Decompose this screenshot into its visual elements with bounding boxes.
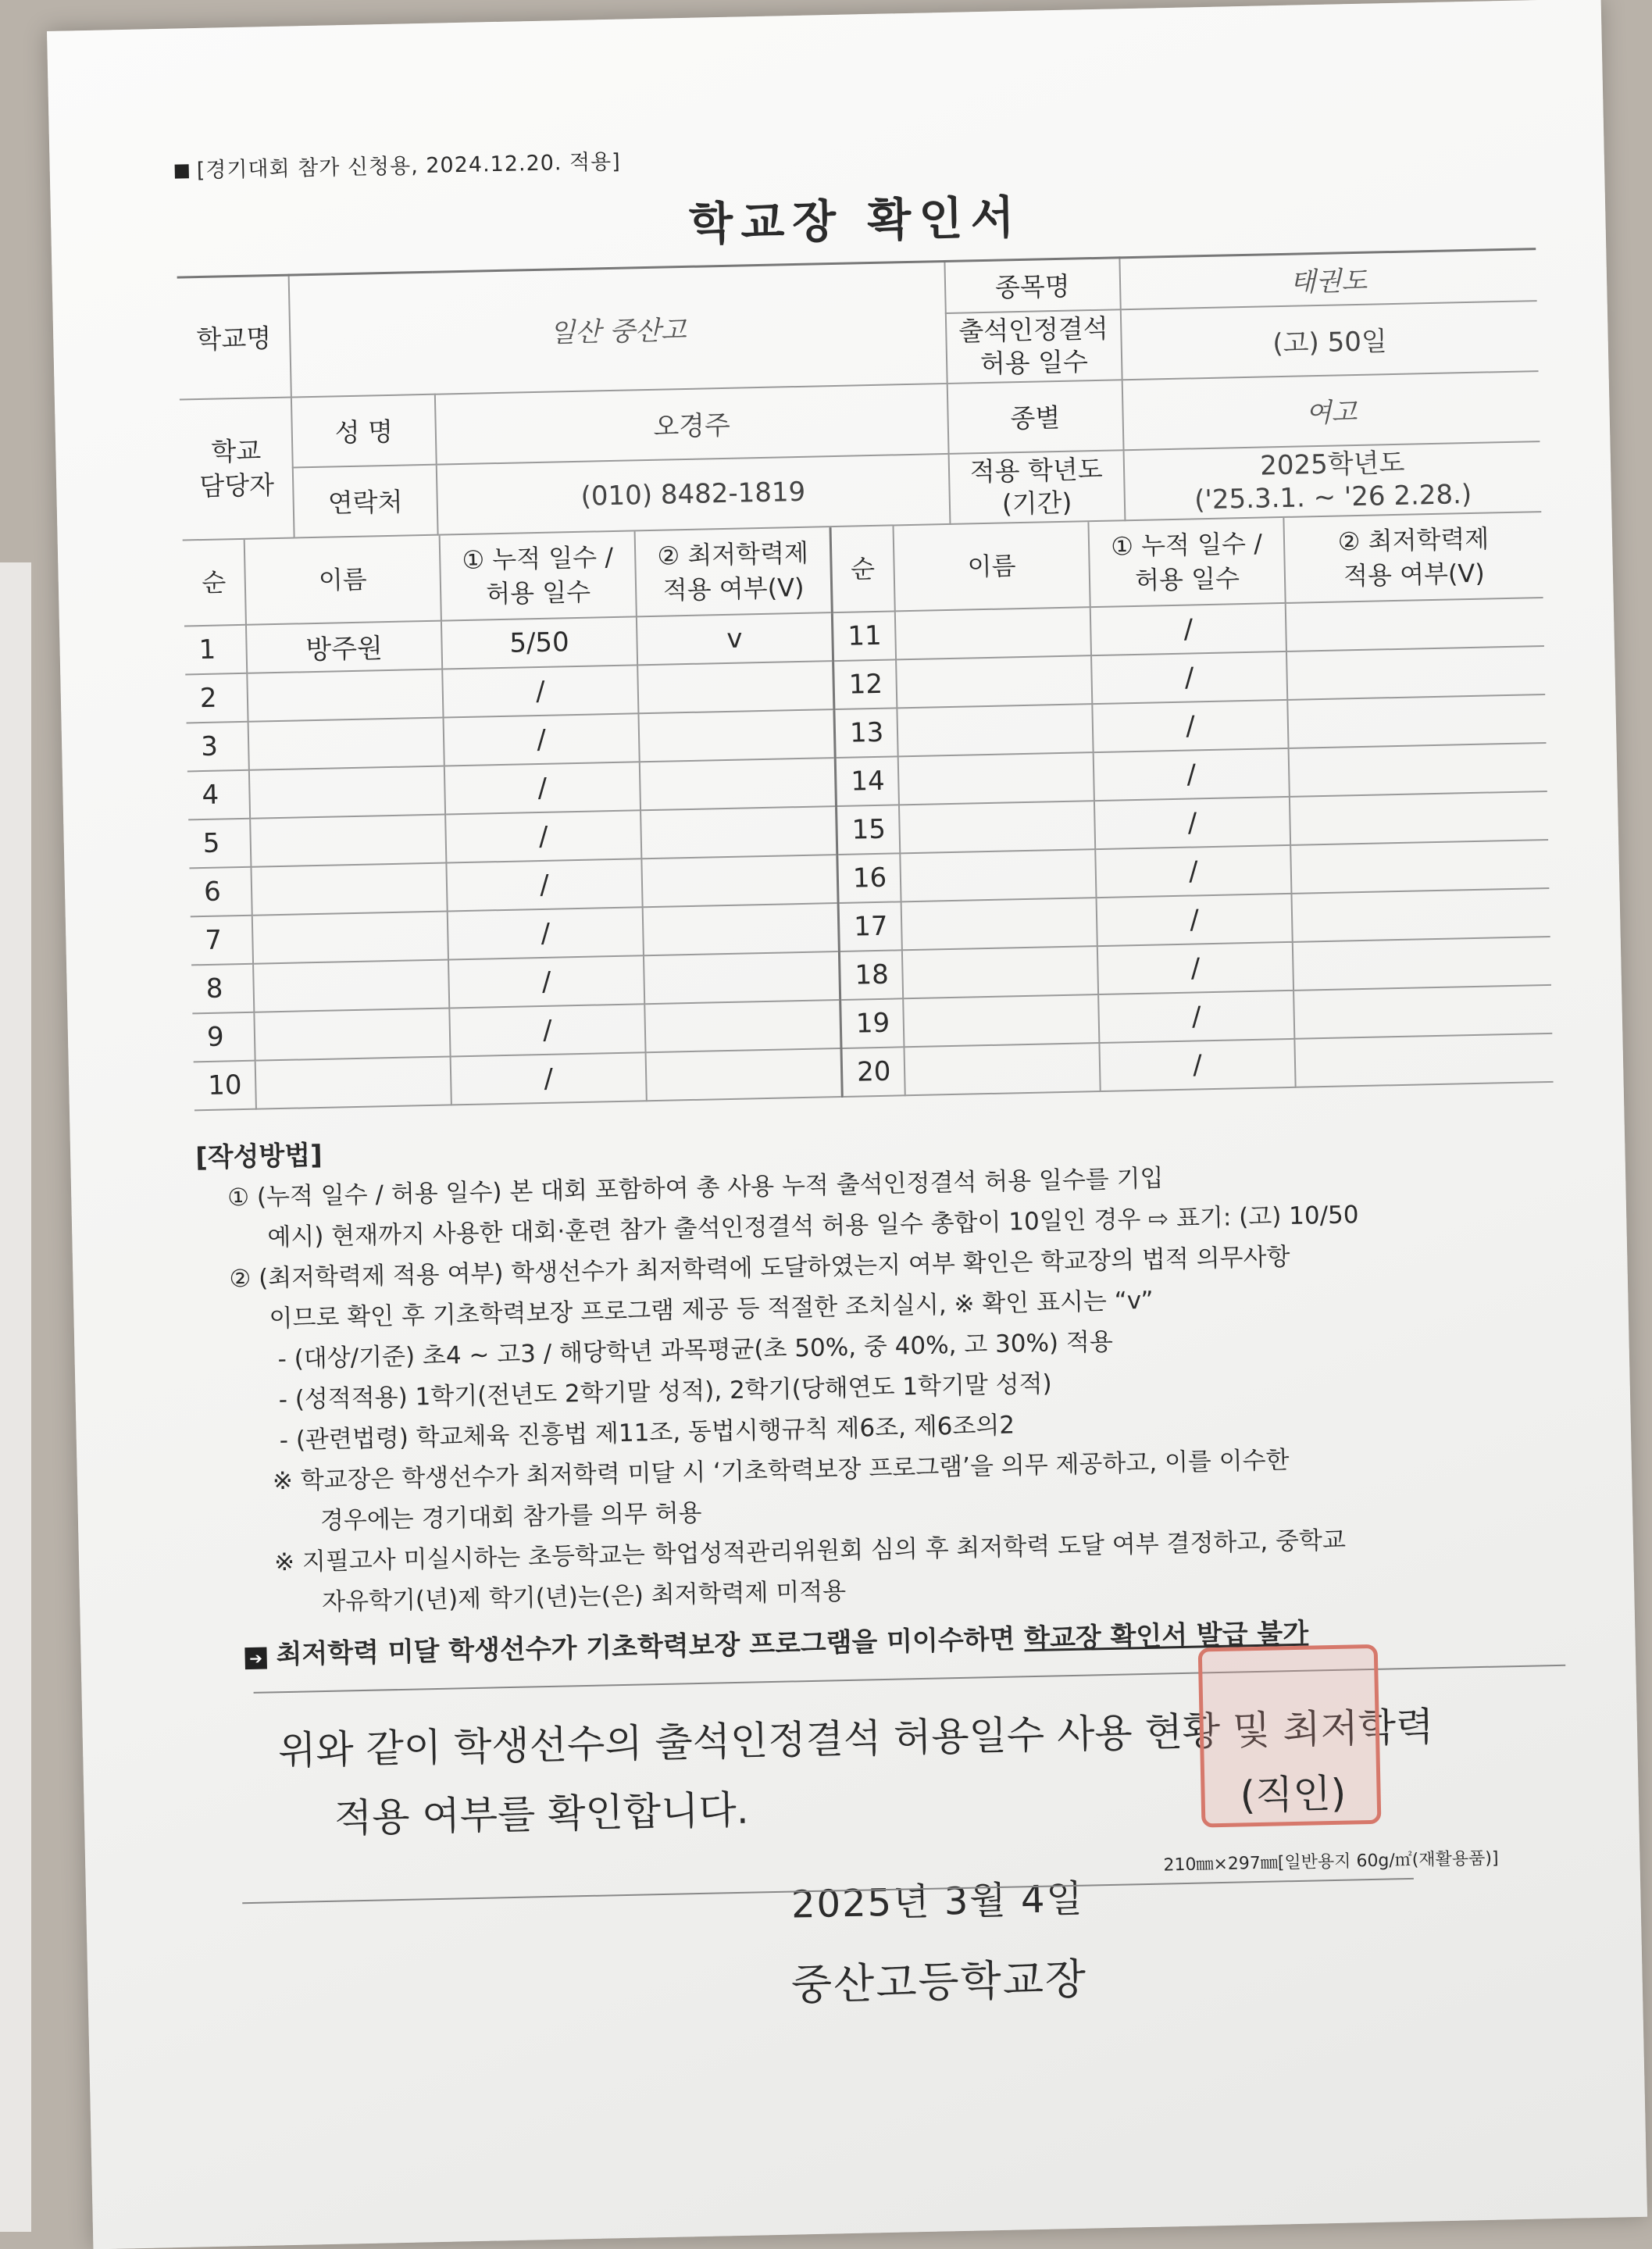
row-num: 6 xyxy=(189,866,252,916)
min-check-cell xyxy=(1286,598,1544,651)
principal-title: 중산고등학교장 xyxy=(790,1954,1088,2010)
instruction-line: 경우에는 경기대회 참가를 의무 허용 xyxy=(319,1498,702,1535)
col-min-right xyxy=(1283,512,1543,603)
min-check-cell xyxy=(646,1048,843,1100)
days-cell: / xyxy=(449,1004,645,1056)
student-name xyxy=(902,946,1098,998)
instructions-heading: [작성방법] xyxy=(194,1139,323,1173)
days-cell: / xyxy=(1098,990,1294,1042)
backdrop-adjacent-page xyxy=(0,562,31,2232)
allowed-days-label xyxy=(946,309,1122,384)
days-cell: 5/50 xyxy=(441,616,637,669)
row-num: 8 xyxy=(191,963,254,1013)
col-days-left xyxy=(440,531,637,620)
days-cell: / xyxy=(442,665,638,717)
manager-label-line1: 학교 xyxy=(211,434,262,467)
student-name xyxy=(255,1056,451,1108)
min-check-cell: v xyxy=(637,612,833,665)
student-name xyxy=(900,849,1096,901)
days-cell: / xyxy=(451,1052,647,1105)
name-value: 오경주 xyxy=(435,383,948,464)
min-check-cell xyxy=(1293,936,1551,990)
instruction-line: 이므로 확인 후 기초학력보장 프로그램 제공 등 적절한 조치실시, ※ 확인 표시는 “v” xyxy=(269,1286,1154,1333)
square-bullet-icon xyxy=(175,164,189,178)
days-cell: / xyxy=(444,713,640,766)
col-min-left xyxy=(635,527,833,616)
allowed-days-label-line2: 허용 일수 xyxy=(979,345,1089,379)
days-cell: / xyxy=(1090,602,1286,655)
col-num-left: 순 xyxy=(183,539,246,626)
row-num: 12 xyxy=(833,659,897,709)
min-check-cell xyxy=(638,709,835,762)
row-num: 19 xyxy=(840,998,904,1048)
year-value xyxy=(1123,441,1541,520)
days-cell: / xyxy=(444,762,640,814)
row-num: 5 xyxy=(188,818,251,868)
manager-label-line2: 담당자 xyxy=(198,469,275,502)
col-min-left-line2: 적용 여부(V) xyxy=(662,572,805,605)
days-cell: / xyxy=(448,955,644,1008)
contact-label: 연락처 xyxy=(293,464,438,537)
col-min-right-line2: 적용 여부(V) xyxy=(1343,558,1486,591)
student-name xyxy=(252,911,448,963)
school-value: 일산 중산고 xyxy=(289,261,947,397)
row-num: 10 xyxy=(194,1060,256,1110)
instructions-section xyxy=(195,1108,1565,1624)
col-days-right-line1: ① 누적 일수 / xyxy=(1110,528,1263,562)
min-check-cell xyxy=(644,1000,841,1052)
seal-label: (직인) xyxy=(1240,1770,1347,1819)
col-name-right: 이름 xyxy=(893,522,1090,611)
min-check-cell xyxy=(643,903,840,955)
confirmation-line2: 적용 여부를 확인합니다. xyxy=(334,1787,750,1841)
col-days-left-line2: 허용 일수 xyxy=(485,577,591,609)
instruction-line: - (관련법령) 학교체육 진흥법 제11조, 동법시행규칙 제6조, 제6조의2 xyxy=(279,1410,1015,1455)
days-cell: / xyxy=(1094,748,1290,800)
col-days-right xyxy=(1088,517,1285,606)
instruction-line: ① (누적 일수 / 허용 일수) 본 대회 포함하여 총 사용 누적 출석인정결석 허용 일수를 기입 xyxy=(227,1163,1164,1212)
row-num: 14 xyxy=(835,756,899,806)
days-cell: / xyxy=(1094,796,1290,848)
col-days-right-line2: 허용 일수 xyxy=(1134,562,1240,595)
student-name xyxy=(896,655,1092,708)
min-check-cell xyxy=(1291,887,1550,941)
event-label: 종목명 xyxy=(944,258,1120,313)
student-name xyxy=(901,898,1097,950)
notice-text: 최저학력 미달 학생선수가 기초학력보장 프로그램을 미이수하면 xyxy=(276,1622,1025,1670)
col-days-left-line1: ① 누적 일수 / xyxy=(462,541,614,575)
min-check-cell xyxy=(1294,1033,1553,1087)
days-cell: / xyxy=(1097,941,1293,994)
header-note-text: [경기대회 참가 신청용, 2024.12.20. 적용] xyxy=(196,149,622,184)
min-check-cell xyxy=(641,855,838,907)
contact-value: (010) 8482-1819 xyxy=(437,453,950,534)
instruction-line: ※ 학교장은 학생선수가 최저학력 미달 시 ‘기초학력보장 프로그램’을 의무 제공하고, 이를 이수한 xyxy=(272,1445,1290,1495)
row-num: 18 xyxy=(839,950,903,1000)
min-check-cell xyxy=(640,806,837,859)
category-label: 종별 xyxy=(947,380,1123,454)
row-num: 1 xyxy=(184,624,247,674)
days-cell: / xyxy=(1099,1038,1295,1091)
min-check-cell xyxy=(637,661,834,713)
days-cell: / xyxy=(448,907,644,959)
page-title: 학교장 확인서 xyxy=(688,190,1023,251)
col-min-right-line1: ② 최저학력제 xyxy=(1337,523,1490,557)
col-num-right: 순 xyxy=(830,526,895,612)
year-value-line2: ('25.3.1. ~ '26 2.28.) xyxy=(1194,478,1472,516)
school-label: 학교명 xyxy=(177,275,291,399)
info-table xyxy=(177,248,1542,541)
arrow-box-icon: ➔ xyxy=(244,1647,267,1669)
year-value-line1: 2025학년도 xyxy=(1259,447,1405,482)
min-check-cell xyxy=(644,951,840,1004)
instruction-line: 자유학기(년)제 학기(년)는(은) 최저학력제 미적용 xyxy=(321,1576,847,1616)
student-name xyxy=(251,862,447,915)
min-check-cell xyxy=(1286,646,1545,700)
row-num: 9 xyxy=(192,1012,255,1062)
confirmation-line1: 위와 같이 학생선수의 출석인정결석 허용일수 사용 현황 및 최저학력 xyxy=(277,1703,1434,1773)
student-name xyxy=(903,994,1099,1047)
row-num: 11 xyxy=(832,611,896,661)
instruction-line: ※ 지필고사 미실시하는 초등학교는 학업성적관리위원회 심의 후 최저학력 도달 여부 결정하고, 중학교 xyxy=(273,1526,1347,1576)
col-name-left: 이름 xyxy=(244,535,441,624)
student-name: 방주원 xyxy=(246,620,442,673)
days-cell: / xyxy=(1095,844,1291,897)
student-name xyxy=(897,704,1093,756)
days-cell: / xyxy=(446,859,642,911)
min-check-cell xyxy=(1287,694,1546,748)
min-check-cell xyxy=(1290,791,1548,844)
instruction-line: 예시) 현재까지 사용한 대회·훈련 참가 출석인정결석 허용 일수 총합이 10일인 경우 ⇨ 표기: (고) 10/50 xyxy=(267,1200,1359,1251)
manager-label xyxy=(180,397,294,540)
row-num: 16 xyxy=(837,853,901,903)
allowed-days-value: (고) 50일 xyxy=(1120,301,1538,380)
year-label-line1: 적용 학년도 xyxy=(969,453,1104,487)
notice-underlined-text: 학교장 확인서 발급 불가 xyxy=(1023,1617,1309,1655)
row-num: 20 xyxy=(841,1047,905,1097)
col-min-left-line1: ② 최저학력제 xyxy=(657,537,809,571)
min-check-cell xyxy=(1293,984,1552,1038)
student-name xyxy=(248,717,444,769)
roster-table xyxy=(183,512,1554,1111)
student-name xyxy=(247,669,443,721)
instruction-line: - (대상/기준) 초4 ~ 고3 / 해당학년 과목평균(초 50%, 중 40%, 고 30%) 적용 xyxy=(277,1327,1114,1373)
days-cell: / xyxy=(1097,893,1293,945)
row-num: 4 xyxy=(187,769,250,819)
row-num: 2 xyxy=(185,673,248,723)
year-label xyxy=(948,450,1125,524)
student-name xyxy=(254,1008,450,1060)
student-name xyxy=(253,959,449,1012)
days-cell: / xyxy=(1091,651,1287,703)
row-num: 13 xyxy=(834,708,898,758)
issue-date: 2025년 3월 4일 xyxy=(790,1876,1085,1927)
student-name xyxy=(898,752,1094,805)
row-num: 3 xyxy=(187,721,249,771)
row-num: 17 xyxy=(838,901,902,951)
document-paper xyxy=(47,0,1647,2249)
name-label: 성 명 xyxy=(291,394,437,467)
days-cell: / xyxy=(445,810,641,862)
row-num: 15 xyxy=(836,805,900,855)
student-name xyxy=(895,607,1091,659)
min-check-cell xyxy=(640,758,837,810)
min-check-cell xyxy=(1290,839,1549,893)
student-name xyxy=(904,1043,1100,1095)
category-value: 여고 xyxy=(1122,371,1540,450)
row-num: 7 xyxy=(191,915,253,965)
allowed-days-label-line1: 출석인정결석 xyxy=(958,312,1109,347)
year-label-line2: (기간) xyxy=(1001,487,1072,519)
instruction-line: ② (최저학력제 적용 여부) 학생선수가 최저학력에 도달하였는지 여부 확인은 학교장의 법적 의무사항 xyxy=(229,1242,1290,1293)
instruction-line: - (성적적용) 1학기(전년도 2학기말 성적), 2학기(당해연도 1학기말 성적) xyxy=(278,1369,1053,1414)
student-name xyxy=(249,766,445,818)
min-check-cell xyxy=(1289,743,1547,797)
event-value: 태권도 xyxy=(1119,249,1537,309)
days-cell: / xyxy=(1092,699,1288,751)
student-name xyxy=(899,801,1095,853)
paper-size-note: 210㎜×297㎜[일반용지 60g/㎡(재활용품)] xyxy=(1163,1848,1499,1876)
student-name xyxy=(250,814,446,866)
